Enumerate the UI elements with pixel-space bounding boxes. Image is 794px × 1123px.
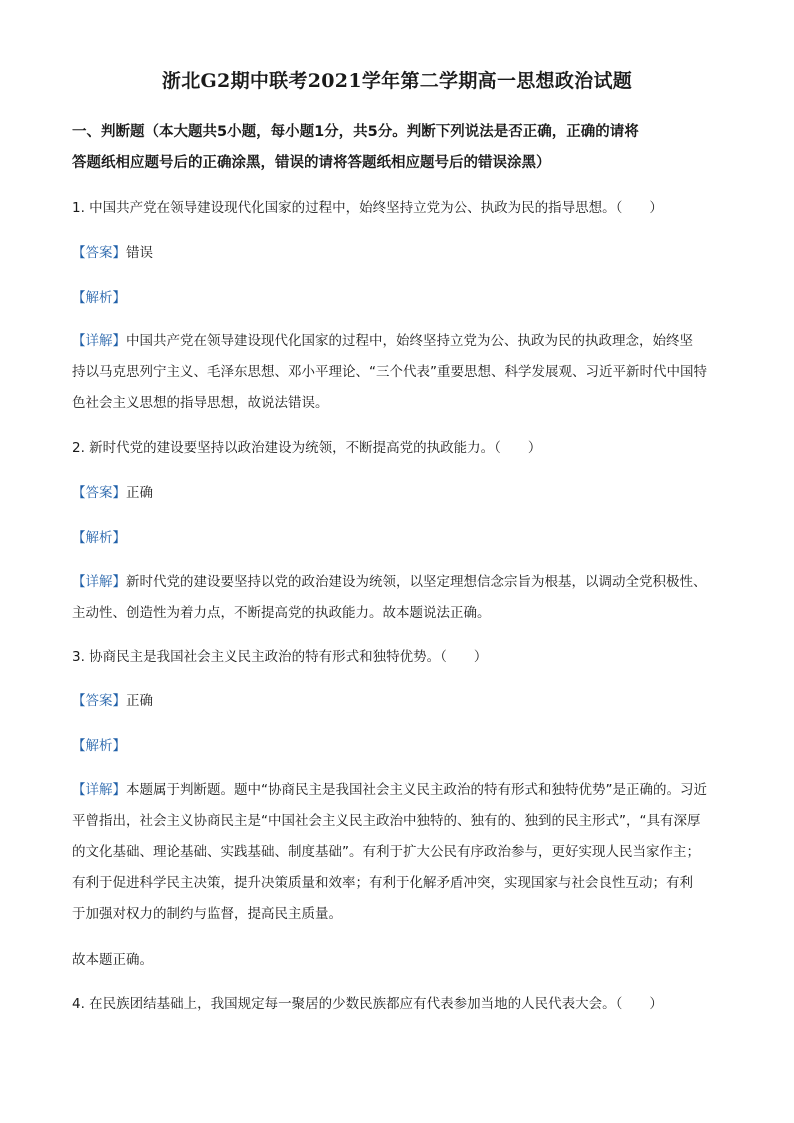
question-2-analysis [72, 528, 732, 548]
detail-line: 【详解】新时代党的建设要坚持以党的政治建设为统领，以坚定理想信念宗旨为根基，以调动全党积极性、 [72, 574, 707, 590]
answer-value: 正确 [126, 693, 153, 709]
question-2-stem: 2. 新时代党的建设要坚持以政治建设为统领，不断提高党的执政能力。（ ） [72, 440, 542, 456]
detail-line: 的文化基础、理论基础、实践基础、制度基础”。有利于扩大公民有序政治参与，更好实现人民当家作主； [72, 844, 700, 860]
question-3-conclusion: 故本题正确。 [72, 952, 153, 968]
question-1-stem: 1. 中国共产党在领导建设现代化国家的过程中，始终坚持立党为公、执政为民的指导思想。（ ） [72, 200, 663, 216]
question-3-detail [72, 775, 734, 930]
detail-line: 主动性、创造性为着力点，不断提高党的执政能力。故本题说法正确。 [72, 605, 491, 621]
detail-line: 色社会主义思想的指导思想，故说法错误。 [72, 395, 329, 411]
answer-label: 【答案】 [72, 245, 126, 261]
question-4-stem: 4. 在民族团结基础上，我国规定每一聚居的少数民族都应有代表参加当地的人民代表大会。（ ） [72, 996, 663, 1012]
question-1-detail [72, 326, 734, 419]
page-title: 浙北G2期中联考2021学年第二学期高一思想政治试题 [161, 70, 633, 92]
analysis-label: 【解析】 [72, 290, 126, 306]
section-heading-line-1: 一、判断题（本大题共5小题，每小题1分，共5分。判断下列说法是否正确，正确的请将 [72, 124, 639, 140]
detail-label: 【详解】 [72, 333, 126, 349]
detail-label: 【详解】 [72, 782, 126, 798]
analysis-label: 【解析】 [72, 738, 126, 754]
detail-line: 于加强对权力的制约与监督，提高民主质量。 [72, 906, 342, 922]
detail-line: 平曾指出，社会主义协商民主是“中国社会主义民主政治中独特的、独有的、独到的民主形式”，“具有深厚 [72, 813, 701, 829]
question-3-stem: 3. 协商民主是我国社会主义民主政治的特有形式和独特优势。（ ） [72, 649, 488, 665]
detail-line: 【详解】本题属于判断题。题中“协商民主是我国社会主义民主政治的特有形式和独特优势”是正确的。习近 [72, 782, 707, 798]
analysis-label: 【解析】 [72, 530, 126, 546]
answer-value: 错误 [126, 245, 153, 261]
question-2-answer [72, 483, 732, 503]
answer-value: 正确 [126, 485, 153, 501]
detail-label: 【详解】 [72, 574, 126, 590]
section-heading [72, 117, 732, 179]
section-heading-line-2: 答题纸相应题号后的正确涂黑，错误的请将答题纸相应题号后的错误涂黑） [72, 155, 551, 171]
answer-label: 【答案】 [72, 485, 126, 501]
question-1-analysis [72, 288, 732, 308]
detail-line: 持以马克思列宁主义、毛泽东思想、邓小平理论、“三个代表”重要思想、科学发展观、习近平新时代中国特 [72, 364, 707, 380]
answer-label: 【答案】 [72, 693, 126, 709]
detail-line: 【详解】中国共产党在领导建设现代化国家的过程中，始终坚持立党为公、执政为民的执政理念，始终坚 [72, 333, 693, 349]
question-3-answer [72, 691, 732, 711]
question-3-analysis [72, 736, 732, 756]
question-2-detail [72, 567, 734, 629]
detail-line: 有利于促进科学民主决策，提升决策质量和效率；有利于化解矛盾冲突，实现国家与社会良性互动；有利 [72, 875, 693, 891]
question-1-answer [72, 243, 732, 263]
